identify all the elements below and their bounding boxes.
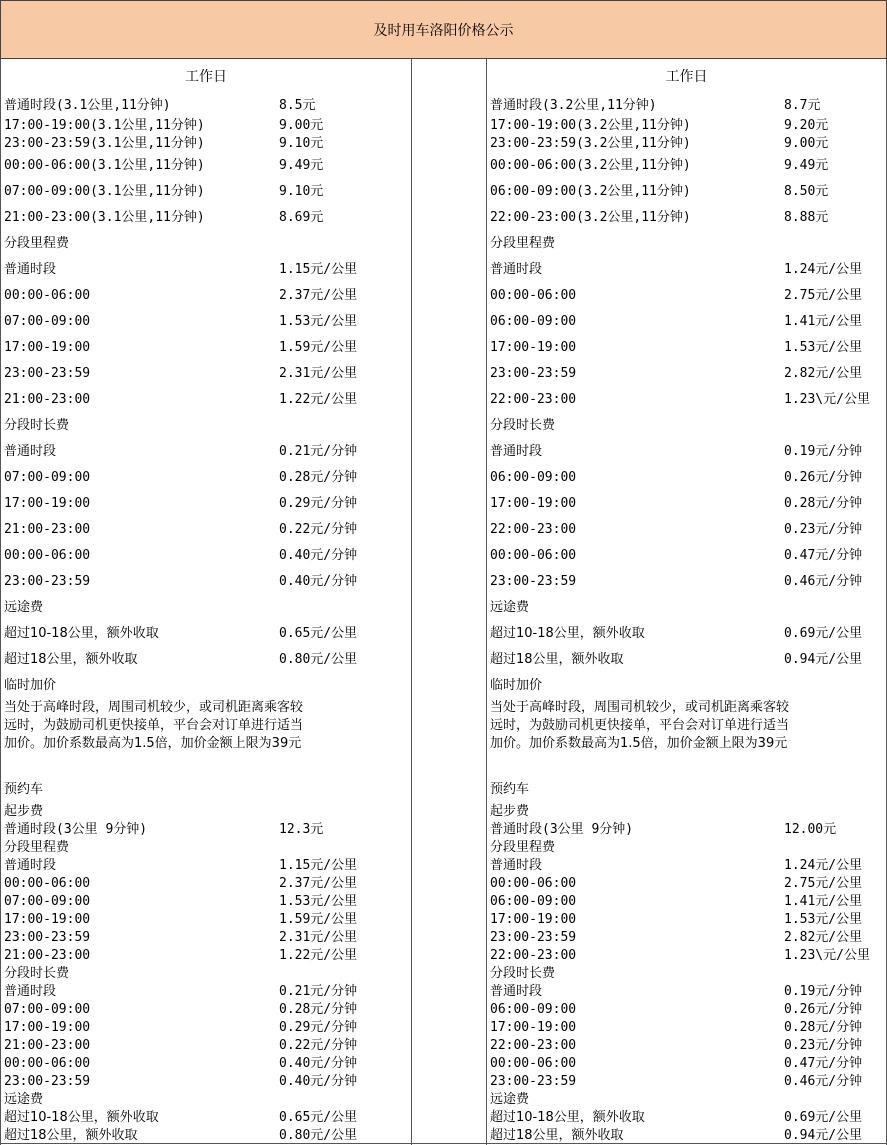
booking-duration-label: 17:00-19:00 — [4, 1020, 91, 1035]
booking-duration-label: 07:00-09:00 — [4, 1002, 91, 1017]
booking-mileage-value: 2.82元/公里 — [784, 930, 863, 945]
duration-value: 0.26元/分钟 — [784, 470, 863, 485]
booking-duration-value: 0.47元/分钟 — [784, 1056, 863, 1071]
duration-value: 0.40元/分钟 — [279, 548, 358, 563]
booking-mileage-value: 1.59元/公里 — [279, 912, 358, 927]
start-fee-value: 9.10元 — [279, 136, 324, 151]
booking-start-label: 普通时段(3公里 9分钟) — [4, 822, 148, 837]
booking-section-title: 预约车 — [490, 782, 530, 797]
start-fee-value: 8.50元 — [784, 184, 829, 199]
mileage-label: 00:00-06:00 — [4, 288, 91, 303]
booking-mileage-value: 1.53元/公里 — [784, 912, 863, 927]
distance-value: 0.80元/公里 — [279, 652, 358, 667]
surge-description-line: 远时，为鼓励司机更快接单，平台会对订单进行适当 — [490, 718, 790, 733]
left-price-panel — [0, 59, 412, 1145]
booking-duration-value: 0.29元/分钟 — [279, 1020, 358, 1035]
mileage-label: 普通时段 — [490, 262, 543, 277]
mileage-value: 1.53元/公里 — [279, 314, 358, 329]
spacer-column — [412, 59, 485, 1145]
start-fee-label: 17:00-19:00(3.1公里,11分钟) — [4, 118, 205, 133]
booking-mileage-value: 2.37元/公里 — [279, 876, 358, 891]
right-price-panel — [486, 59, 887, 1145]
mileage-label: 07:00-09:00 — [4, 314, 91, 329]
start-fee-value: 8.88元 — [784, 210, 829, 225]
booking-distance-title: 远途费 — [490, 1092, 530, 1107]
booking-duration-label: 23:00-23:59 — [4, 1074, 91, 1089]
distance-value: 0.94元/公里 — [784, 652, 863, 667]
booking-mileage-value: 1.23\元/公里 — [784, 948, 870, 963]
booking-start-title: 起步费 — [490, 804, 530, 819]
booking-distance-label: 超过10-18公里，额外收取 — [490, 1110, 645, 1125]
duration-label: 23:00-23:59 — [4, 574, 91, 589]
distance-section-title: 远途费 — [4, 600, 44, 615]
start-fee-label: 21:00-23:00(3.1公里,11分钟) — [4, 210, 205, 225]
start-fee-label: 普通时段(3.2公里,11分钟) — [490, 98, 657, 113]
mileage-value: 2.82元/公里 — [784, 366, 863, 381]
column-heading: 工作日 — [665, 69, 708, 85]
surge-description-line: 加价。加价系数最高为1.5倍，加价金额上限为39元 — [490, 736, 788, 751]
mileage-value: 2.75元/公里 — [784, 288, 863, 303]
mileage-value: 1.41元/公里 — [784, 314, 863, 329]
booking-mileage-value: 1.53元/公里 — [279, 894, 358, 909]
booking-duration-label: 普通时段 — [490, 984, 543, 999]
booking-start-label: 普通时段(3公里 9分钟) — [490, 822, 634, 837]
mileage-label: 22:00-23:00 — [490, 392, 577, 407]
start-fee-label: 23:00-23:59(3.2公里,11分钟) — [490, 136, 691, 151]
duration-label: 17:00-19:00 — [490, 496, 577, 511]
start-fee-value: 9.00元 — [784, 136, 829, 151]
booking-duration-label: 23:00-23:59 — [490, 1074, 577, 1089]
start-fee-label: 17:00-19:00(3.2公里,11分钟) — [490, 118, 691, 133]
booking-distance-label: 超过18公里，额外收取 — [4, 1128, 138, 1143]
start-fee-label: 06:00-09:00(3.2公里,11分钟) — [490, 184, 691, 199]
booking-duration-title: 分段时长费 — [4, 966, 70, 981]
surge-description-line: 当处于高峰时段，周围司机较少，或司机距离乘客较 — [490, 700, 790, 715]
surge-description-line: 当处于高峰时段，周围司机较少，或司机距离乘客较 — [4, 700, 304, 715]
booking-distance-label: 超过18公里，额外收取 — [490, 1128, 624, 1143]
booking-mileage-label: 23:00-23:59 — [4, 930, 91, 945]
booking-distance-value: 0.69元/公里 — [784, 1110, 863, 1125]
booking-mileage-title: 分段里程费 — [4, 840, 70, 855]
start-fee-value: 9.00元 — [279, 118, 324, 133]
booking-mileage-value: 1.24元/公里 — [784, 858, 863, 873]
booking-duration-label: 21:00-23:00 — [4, 1038, 91, 1053]
duration-value: 0.19元/分钟 — [784, 444, 863, 459]
mileage-value: 1.15元/公里 — [279, 262, 358, 277]
mileage-label: 17:00-19:00 — [490, 340, 577, 355]
booking-mileage-label: 00:00-06:00 — [490, 876, 577, 891]
booking-duration-title: 分段时长费 — [490, 966, 556, 981]
mileage-label: 17:00-19:00 — [4, 340, 91, 355]
booking-mileage-title: 分段里程费 — [490, 840, 556, 855]
start-fee-value: 9.10元 — [279, 184, 324, 199]
booking-mileage-value: 2.31元/公里 — [279, 930, 358, 945]
duration-label: 21:00-23:00 — [4, 522, 91, 537]
booking-duration-value: 0.19元/分钟 — [784, 984, 863, 999]
booking-start-value: 12.3元 — [279, 822, 324, 837]
distance-label: 超过10-18公里，额外收取 — [4, 626, 159, 641]
duration-value: 0.40元/分钟 — [279, 574, 358, 589]
booking-duration-value: 0.21元/分钟 — [279, 984, 358, 999]
surge-description-line: 加价。加价系数最高为1.5倍，加价金额上限为39元 — [4, 736, 302, 751]
duration-label: 普通时段 — [4, 444, 57, 459]
mileage-value: 2.37元/公里 — [279, 288, 358, 303]
booking-mileage-value: 1.22元/公里 — [279, 948, 358, 963]
start-fee-value: 9.20元 — [784, 118, 829, 133]
booking-start-value: 12.00元 — [784, 822, 837, 837]
booking-duration-value: 0.28元/分钟 — [279, 1002, 358, 1017]
duration-value: 0.47元/分钟 — [784, 548, 863, 563]
distance-value: 0.65元/公里 — [279, 626, 358, 641]
booking-mileage-label: 普通时段 — [4, 858, 57, 873]
duration-section-title: 分段时长费 — [4, 418, 70, 433]
booking-mileage-label: 00:00-06:00 — [4, 876, 91, 891]
page-title: 及时用车洛阳价格公示 — [373, 22, 514, 39]
duration-label: 普通时段 — [490, 444, 543, 459]
booking-duration-label: 00:00-06:00 — [490, 1056, 577, 1071]
booking-duration-label: 00:00-06:00 — [4, 1056, 91, 1071]
distance-value: 0.69元/公里 — [784, 626, 863, 641]
booking-mileage-value: 2.75元/公里 — [784, 876, 863, 891]
booking-duration-label: 17:00-19:00 — [490, 1020, 577, 1035]
booking-duration-value: 0.40元/分钟 — [279, 1074, 358, 1089]
booking-duration-label: 06:00-09:00 — [490, 1002, 577, 1017]
booking-duration-value: 0.40元/分钟 — [279, 1056, 358, 1071]
booking-mileage-label: 普通时段 — [490, 858, 543, 873]
booking-duration-value: 0.22元/分钟 — [279, 1038, 358, 1053]
mileage-label: 23:00-23:59 — [4, 366, 91, 381]
distance-label: 超过18公里，额外收取 — [490, 652, 624, 667]
mileage-label: 23:00-23:59 — [490, 366, 577, 381]
start-fee-label: 07:00-09:00(3.1公里,11分钟) — [4, 184, 205, 199]
mileage-value: 1.23\元/公里 — [784, 392, 870, 407]
duration-label: 22:00-23:00 — [490, 522, 577, 537]
booking-duration-value: 0.23元/分钟 — [784, 1038, 863, 1053]
booking-distance-title: 远途费 — [4, 1092, 44, 1107]
booking-distance-label: 超过10-18公里，额外收取 — [4, 1110, 159, 1125]
page-title-banner — [0, 0, 887, 59]
duration-value: 0.28元/分钟 — [279, 470, 358, 485]
duration-value: 0.23元/分钟 — [784, 522, 863, 537]
column-heading: 工作日 — [185, 69, 227, 85]
booking-mileage-label: 21:00-23:00 — [4, 948, 91, 963]
start-fee-label: 00:00-06:00(3.1公里,11分钟) — [4, 158, 205, 173]
booking-mileage-label: 06:00-09:00 — [490, 894, 577, 909]
booking-duration-label: 22:00-23:00 — [490, 1038, 577, 1053]
booking-section-title: 预约车 — [4, 782, 44, 797]
mileage-value: 1.24元/公里 — [784, 262, 863, 277]
start-fee-value: 9.49元 — [279, 158, 324, 173]
duration-label: 07:00-09:00 — [4, 470, 91, 485]
duration-label: 17:00-19:00 — [4, 496, 91, 511]
booking-mileage-label: 17:00-19:00 — [4, 912, 91, 927]
duration-label: 00:00-06:00 — [490, 548, 577, 563]
duration-value: 0.21元/分钟 — [279, 444, 358, 459]
mileage-label: 21:00-23:00 — [4, 392, 91, 407]
booking-mileage-label: 23:00-23:59 — [490, 930, 577, 945]
duration-label: 00:00-06:00 — [4, 548, 91, 563]
booking-duration-value: 0.46元/分钟 — [784, 1074, 863, 1089]
booking-distance-value: 0.65元/公里 — [279, 1110, 358, 1125]
duration-value: 0.46元/分钟 — [784, 574, 863, 589]
duration-value: 0.28元/分钟 — [784, 496, 863, 511]
booking-mileage-label: 07:00-09:00 — [4, 894, 91, 909]
booking-distance-value: 0.94元/公里 — [784, 1128, 863, 1143]
mileage-value: 1.22元/公里 — [279, 392, 358, 407]
booking-mileage-value: 1.15元/公里 — [279, 858, 358, 873]
booking-mileage-label: 22:00-23:00 — [490, 948, 577, 963]
booking-start-title: 起步费 — [4, 804, 44, 819]
duration-label: 06:00-09:00 — [490, 470, 577, 485]
mileage-value: 2.31元/公里 — [279, 366, 358, 381]
duration-label: 23:00-23:59 — [490, 574, 577, 589]
booking-mileage-label: 17:00-19:00 — [490, 912, 577, 927]
start-fee-value: 8.7元 — [784, 98, 821, 113]
duration-section-title: 分段时长费 — [490, 418, 556, 433]
booking-mileage-value: 1.41元/公里 — [784, 894, 863, 909]
duration-value: 0.22元/分钟 — [279, 522, 358, 537]
start-fee-value: 8.5元 — [279, 98, 316, 113]
mileage-label: 06:00-09:00 — [490, 314, 577, 329]
duration-value: 0.29元/分钟 — [279, 496, 358, 511]
start-fee-value: 9.49元 — [784, 158, 829, 173]
mileage-value: 1.59元/公里 — [279, 340, 358, 355]
start-fee-label: 22:00-23:00(3.2公里,11分钟) — [490, 210, 691, 225]
mileage-section-title: 分段里程费 — [490, 236, 556, 251]
mileage-section-title: 分段里程费 — [4, 236, 70, 251]
mileage-value: 1.53元/公里 — [784, 340, 863, 355]
booking-duration-value: 0.26元/分钟 — [784, 1002, 863, 1017]
start-fee-label: 00:00-06:00(3.2公里,11分钟) — [490, 158, 691, 173]
start-fee-label: 普通时段(3.1公里,11分钟) — [4, 98, 171, 113]
distance-label: 超过18公里，额外收取 — [4, 652, 138, 667]
booking-duration-label: 普通时段 — [4, 984, 57, 999]
distance-label: 超过10-18公里，额外收取 — [490, 626, 645, 641]
booking-distance-value: 0.80元/公里 — [279, 1128, 358, 1143]
surge-description-line: 远时，为鼓励司机更快接单，平台会对订单进行适当 — [4, 718, 304, 733]
surge-section-title: 临时加价 — [4, 678, 57, 693]
mileage-label: 00:00-06:00 — [490, 288, 577, 303]
start-fee-value: 8.69元 — [279, 210, 324, 225]
surge-section-title: 临时加价 — [490, 678, 543, 693]
booking-duration-value: 0.28元/分钟 — [784, 1020, 863, 1035]
bottom-border — [0, 1143, 887, 1144]
mileage-label: 普通时段 — [4, 262, 57, 277]
start-fee-label: 23:00-23:59(3.1公里,11分钟) — [4, 136, 205, 151]
distance-section-title: 远途费 — [490, 600, 530, 615]
